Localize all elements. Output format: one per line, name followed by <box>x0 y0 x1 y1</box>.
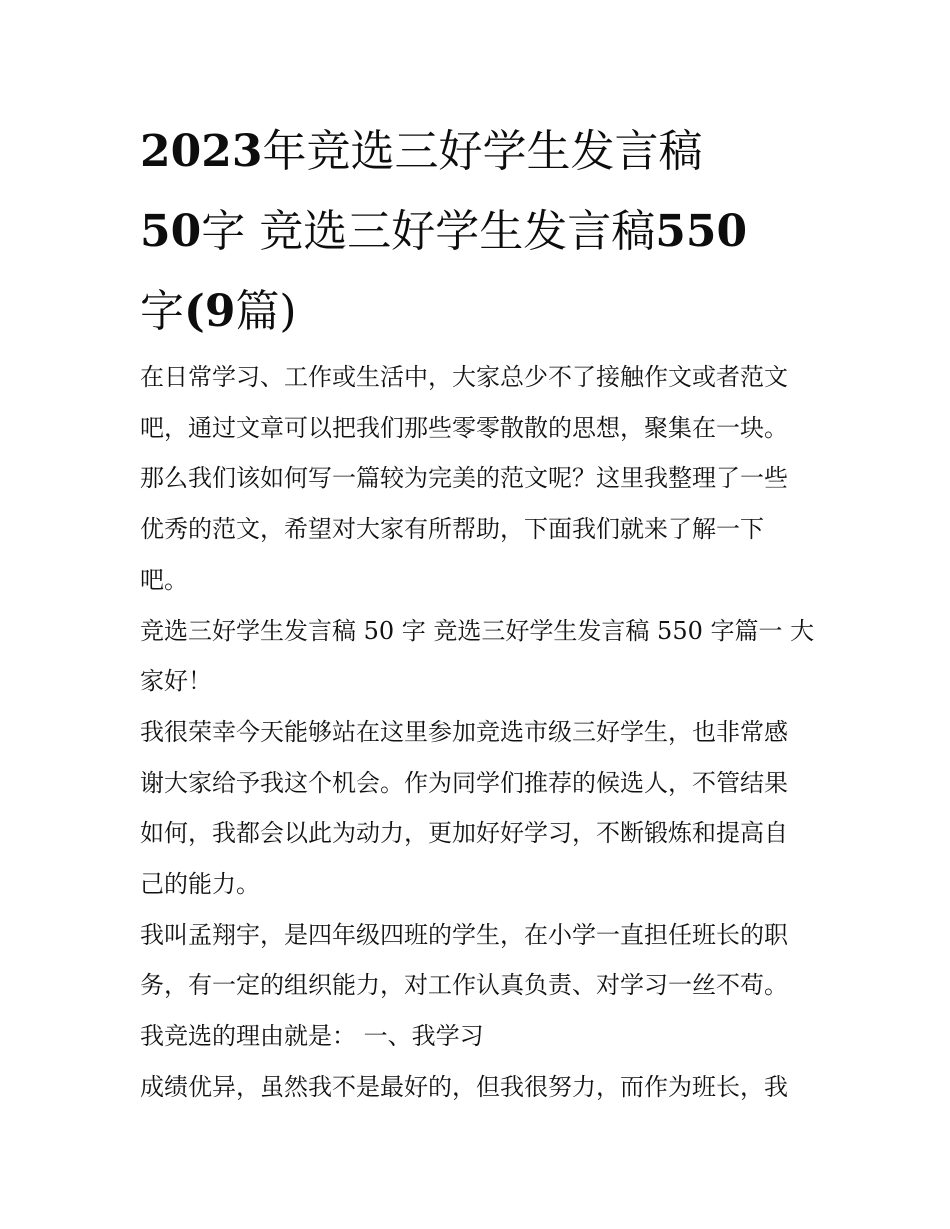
title-line-2 <box>140 192 830 272</box>
body-line: 优秀的范文，希望对大家有所帮助，下面我们就来了解一下 <box>140 515 764 544</box>
body-line: 如何，我都会以此为动力，更加好好学习，不断锻炼和提高自 <box>140 819 788 848</box>
body-line: 谢大家给予我这个机会。作为同学们推荐的候选人，不管结果 <box>140 768 788 797</box>
body-line: 在日常学习、工作或生活中，大家总少不了接触作文或者范文 <box>140 363 788 391</box>
body-line: 吧，通过文章可以把我们那些零零散散的思想，聚集在一块。 <box>140 413 788 442</box>
title-text-3: 字 <box>140 286 184 337</box>
document-title <box>140 112 830 352</box>
document-body <box>140 352 820 1113</box>
body-line: 己的能力。 <box>140 870 260 899</box>
body-line: 成绩优异，虽然我不是最好的，但我很努力，而作为班长，我 <box>140 1072 788 1101</box>
body-line: 我叫孟翔宇，是四年级四班的学生，在小学一直担任班长的职 <box>140 920 788 949</box>
body-line: 竞选三好学生发言稿 50 字 竞选三好学生发言稿 550 字篇一 大 <box>140 616 815 645</box>
body-line: 我竞选的理由就是： 一、我学习 <box>140 1022 484 1051</box>
body-line: 那么我们该如何写一篇较为完美的范文呢？这里我整理了一些 <box>140 464 788 493</box>
title-line-1 <box>140 112 830 192</box>
body-line: 家好！ <box>140 667 212 696</box>
title-number-50: 50 <box>140 206 202 257</box>
title-text-1: 年竞选三好学生发言稿 <box>262 126 703 177</box>
body-line: 吧。 <box>140 565 188 594</box>
body-line: 我很荣幸今天能够站在这里参加竞选市级三好学生，也非常感 <box>140 717 788 746</box>
title-text-2: 字 竞选三好学生发言稿 <box>201 206 656 257</box>
title-count: (9 <box>184 286 236 337</box>
title-number-550: 550 <box>655 206 748 257</box>
body-line: 务，有一定的组织能力，对工作认真负责、对学习一丝不苟。 <box>140 971 788 1000</box>
title-line-3 <box>140 272 830 352</box>
title-text-4: 篇) <box>235 286 297 337</box>
title-year: 2023 <box>140 126 263 177</box>
